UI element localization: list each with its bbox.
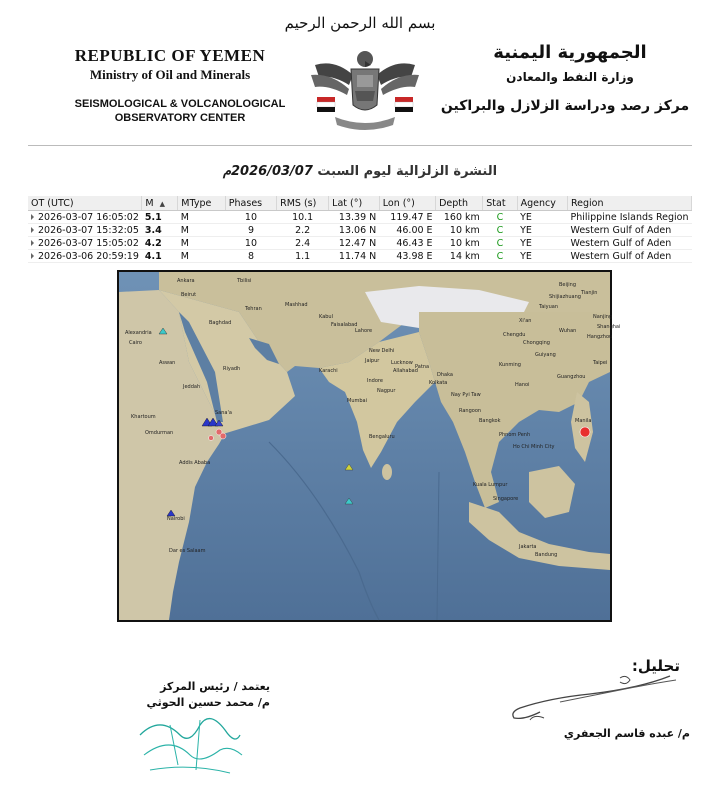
map-label: Bandung — [535, 552, 558, 558]
map-label: Singapore — [493, 496, 519, 502]
map-label: Nay Pyi Taw — [451, 392, 481, 398]
cell-stat: C — [483, 211, 517, 224]
cell-agency: YE — [517, 224, 567, 237]
map-label: Jeddah — [183, 384, 201, 390]
cell-lat: 11.74 N — [329, 250, 380, 263]
cell-depth: 10 km — [436, 237, 483, 250]
cell-agency: YE — [517, 250, 567, 263]
cell-phases: 8 — [225, 250, 276, 263]
ar-ministry: وزارة النفط والمعادن — [506, 70, 634, 84]
events-table — [28, 196, 692, 263]
header-divider — [28, 145, 692, 146]
ar-country-title: الجمهورية اليمنية — [493, 42, 647, 63]
bulletin-date: 2026/03/07م — [222, 164, 313, 179]
cell-mtype: M — [178, 237, 226, 250]
map-label: Hanoi — [515, 382, 530, 388]
cell-m: 4.2 — [142, 237, 178, 250]
analyst-name: م/ عبده قاسم الجعفري — [563, 727, 690, 740]
map-label: New Delhi — [369, 348, 395, 354]
map-label: Hangzhou — [587, 334, 613, 340]
cell-depth: 160 km — [436, 211, 483, 224]
cell-rms: 10.1 — [277, 211, 329, 224]
cell-phases: 9 — [225, 224, 276, 237]
map-label: Jakarta — [519, 544, 537, 550]
cell-m: 4.1 — [142, 250, 178, 263]
col-lat[interactable]: Lat (°) — [329, 196, 380, 211]
landmass-sri-lanka — [382, 464, 392, 480]
map-label: Kunming — [499, 362, 521, 368]
map-label: Taiyuan — [539, 304, 559, 310]
map-label: Nagpur — [377, 388, 396, 394]
map-label: Phnom Penh — [499, 432, 531, 438]
map-label: Manila — [575, 418, 592, 424]
approver-signature-icon — [130, 705, 250, 780]
cell-ot: 2026-03-07 15:32:05 — [28, 224, 142, 237]
seismic-map[interactable] — [117, 270, 621, 622]
approver-title: يعتمد / رئيس المركز — [160, 680, 270, 693]
cell-agency: YE — [517, 237, 567, 250]
map-label: Aswan — [159, 360, 176, 366]
table-header-row — [28, 196, 692, 211]
ar-center: مركز رصد ودراسة الزلازل والبراكين — [440, 98, 690, 114]
col-lon[interactable]: Lon (°) — [379, 196, 435, 211]
map-label: Riyadh — [223, 366, 241, 372]
cell-mtype: M — [178, 224, 226, 237]
map-label: Guiyang — [535, 352, 556, 358]
map-label: Chongqing — [523, 340, 550, 346]
cell-rms: 1.1 — [277, 250, 329, 263]
cell-mtype: M — [178, 211, 226, 224]
en-center-line1: SEISMOLOGICAL & VOLCANOLOGICAL — [74, 98, 286, 110]
earthquake-event-icon[interactable] — [209, 436, 214, 441]
map-label: Taipei — [593, 360, 608, 366]
map-label: Nanjing — [593, 314, 613, 320]
map-label: Xi'an — [519, 318, 532, 324]
cell-lat: 13.06 N — [329, 224, 380, 237]
map-label: Ankara — [177, 278, 195, 284]
col-phases[interactable]: Phases — [225, 196, 276, 211]
map-label: Omdurman — [145, 430, 174, 436]
sort-ascending-icon: ▲ — [159, 199, 165, 208]
map-label: Nairobi — [167, 516, 185, 522]
cell-agency: YE — [517, 211, 567, 224]
cell-lon: 119.47 E — [379, 211, 435, 224]
analyst-title: تحليل: — [631, 657, 680, 675]
cell-ot: 2026-03-07 16:05:02 — [28, 211, 142, 224]
cell-stat: C — [483, 224, 517, 237]
earthquake-event-icon[interactable] — [220, 433, 226, 439]
map-label: Indore — [367, 378, 383, 384]
national-emblem-icon — [305, 45, 425, 137]
cell-depth: 10 km — [436, 224, 483, 237]
col-agency[interactable]: Agency — [517, 196, 567, 211]
map-label: Bangkok — [479, 418, 501, 424]
table-row[interactable] — [28, 250, 692, 263]
cell-stat: C — [483, 250, 517, 263]
cell-m: 5.1 — [142, 211, 178, 224]
map-label: Addis Ababa — [179, 460, 211, 466]
map-label: Mashhad — [285, 302, 308, 308]
map-label: Faisalabad — [331, 322, 358, 328]
map-label: Tianjin — [581, 290, 598, 296]
map-label: Wuhan — [559, 328, 577, 334]
cell-phases: 10 — [225, 237, 276, 250]
map-label: Allahabad — [393, 368, 418, 374]
map-label: Tbilisi — [237, 278, 252, 284]
cell-lon: 46.43 E — [379, 237, 435, 250]
map-canvas — [119, 272, 621, 620]
table-row[interactable] — [28, 211, 692, 224]
map-label: Rangoon — [459, 408, 482, 414]
map-label: Karachi — [319, 368, 338, 374]
map-label: Beirut — [181, 292, 197, 298]
map-label: Chengdu — [503, 332, 526, 338]
bulletin-title — [0, 164, 720, 179]
basmala: بسم الله الرحمن الرحيم — [284, 14, 436, 32]
cell-rms: 2.2 — [277, 224, 329, 237]
bulletin-title-text: النشرة الزلزالية ليوم السبت — [317, 164, 498, 179]
map-label: Mumbai — [347, 398, 367, 404]
en-ministry: Ministry of Oil and Minerals — [89, 67, 251, 82]
approver-name: م/ محمد حسين الحوثي — [146, 696, 270, 709]
map-label: Beijing — [559, 282, 577, 288]
cell-lat: 12.47 N — [329, 237, 380, 250]
expand-arrow-icon[interactable] — [31, 214, 34, 220]
cell-depth: 14 km — [436, 250, 483, 263]
map-label: Cairo — [129, 340, 142, 346]
map-label: Guangzhou — [557, 374, 586, 380]
map-label: Khartoum — [131, 414, 156, 420]
col-stat[interactable]: Stat — [483, 196, 517, 211]
cell-m: 3.4 — [142, 224, 178, 237]
map-label: Bengaluru — [369, 434, 395, 440]
map-label: Dar es Salaam — [169, 548, 206, 554]
cell-phases: 10 — [225, 211, 276, 224]
cell-region: Western Gulf of Aden — [567, 237, 691, 250]
en-country-title: REPUBLIC OF YEMEN — [74, 46, 266, 65]
table-row[interactable] — [28, 237, 692, 250]
earthquake-event-icon[interactable] — [580, 427, 590, 437]
col-rms[interactable]: RMS (s) — [277, 196, 329, 211]
expand-arrow-icon[interactable] — [31, 227, 34, 233]
map-label: Jaipur — [365, 358, 380, 364]
cell-lon: 43.98 E — [379, 250, 435, 263]
cell-stat: C — [483, 237, 517, 250]
analyst-signature-icon — [500, 668, 690, 728]
map-label: Kabul — [319, 314, 333, 320]
map-label: Ho Chi Minh City — [513, 444, 555, 450]
col-region[interactable]: Region — [567, 196, 691, 211]
expand-arrow-icon[interactable] — [31, 240, 34, 246]
expand-arrow-icon[interactable] — [31, 253, 34, 259]
map-label: Patna — [415, 364, 430, 370]
map-label: Baghdad — [209, 320, 232, 326]
cell-ot: 2026-03-07 15:05:02 — [28, 237, 142, 250]
col-depth[interactable]: Depth — [436, 196, 483, 211]
col-m[interactable]: M ▲ — [142, 196, 178, 211]
cell-lat: 13.39 N — [329, 211, 380, 224]
col-mtype[interactable]: MType — [178, 196, 226, 211]
map-label: Kolkata — [429, 380, 448, 386]
map-label: Shijiazhuang — [549, 294, 581, 300]
map-label: Dhaka — [437, 372, 453, 378]
map-label: Tehran — [245, 306, 262, 312]
map-label: Lucknow — [391, 360, 413, 366]
cell-region: Western Gulf of Aden — [567, 250, 691, 263]
cell-ot: 2026-03-06 20:59:19 — [28, 250, 142, 263]
col-ot[interactable]: OT (UTC) — [28, 196, 142, 211]
cell-mtype: M — [178, 250, 226, 263]
cell-lon: 46.00 E — [379, 224, 435, 237]
en-center-line2: OBSERVATORY CENTER — [114, 112, 246, 124]
table-row[interactable] — [28, 224, 692, 237]
cell-region: Western Gulf of Aden — [567, 224, 691, 237]
map-label: Kuala Lumpur — [473, 482, 508, 488]
map-label: Sana'a — [215, 410, 232, 416]
map-label: Lahore — [355, 328, 373, 334]
map-label: Shanghai — [597, 324, 621, 330]
map-label: Alexandria — [125, 330, 152, 336]
cell-rms: 2.4 — [277, 237, 329, 250]
cell-region: Philippine Islands Region — [567, 211, 691, 224]
